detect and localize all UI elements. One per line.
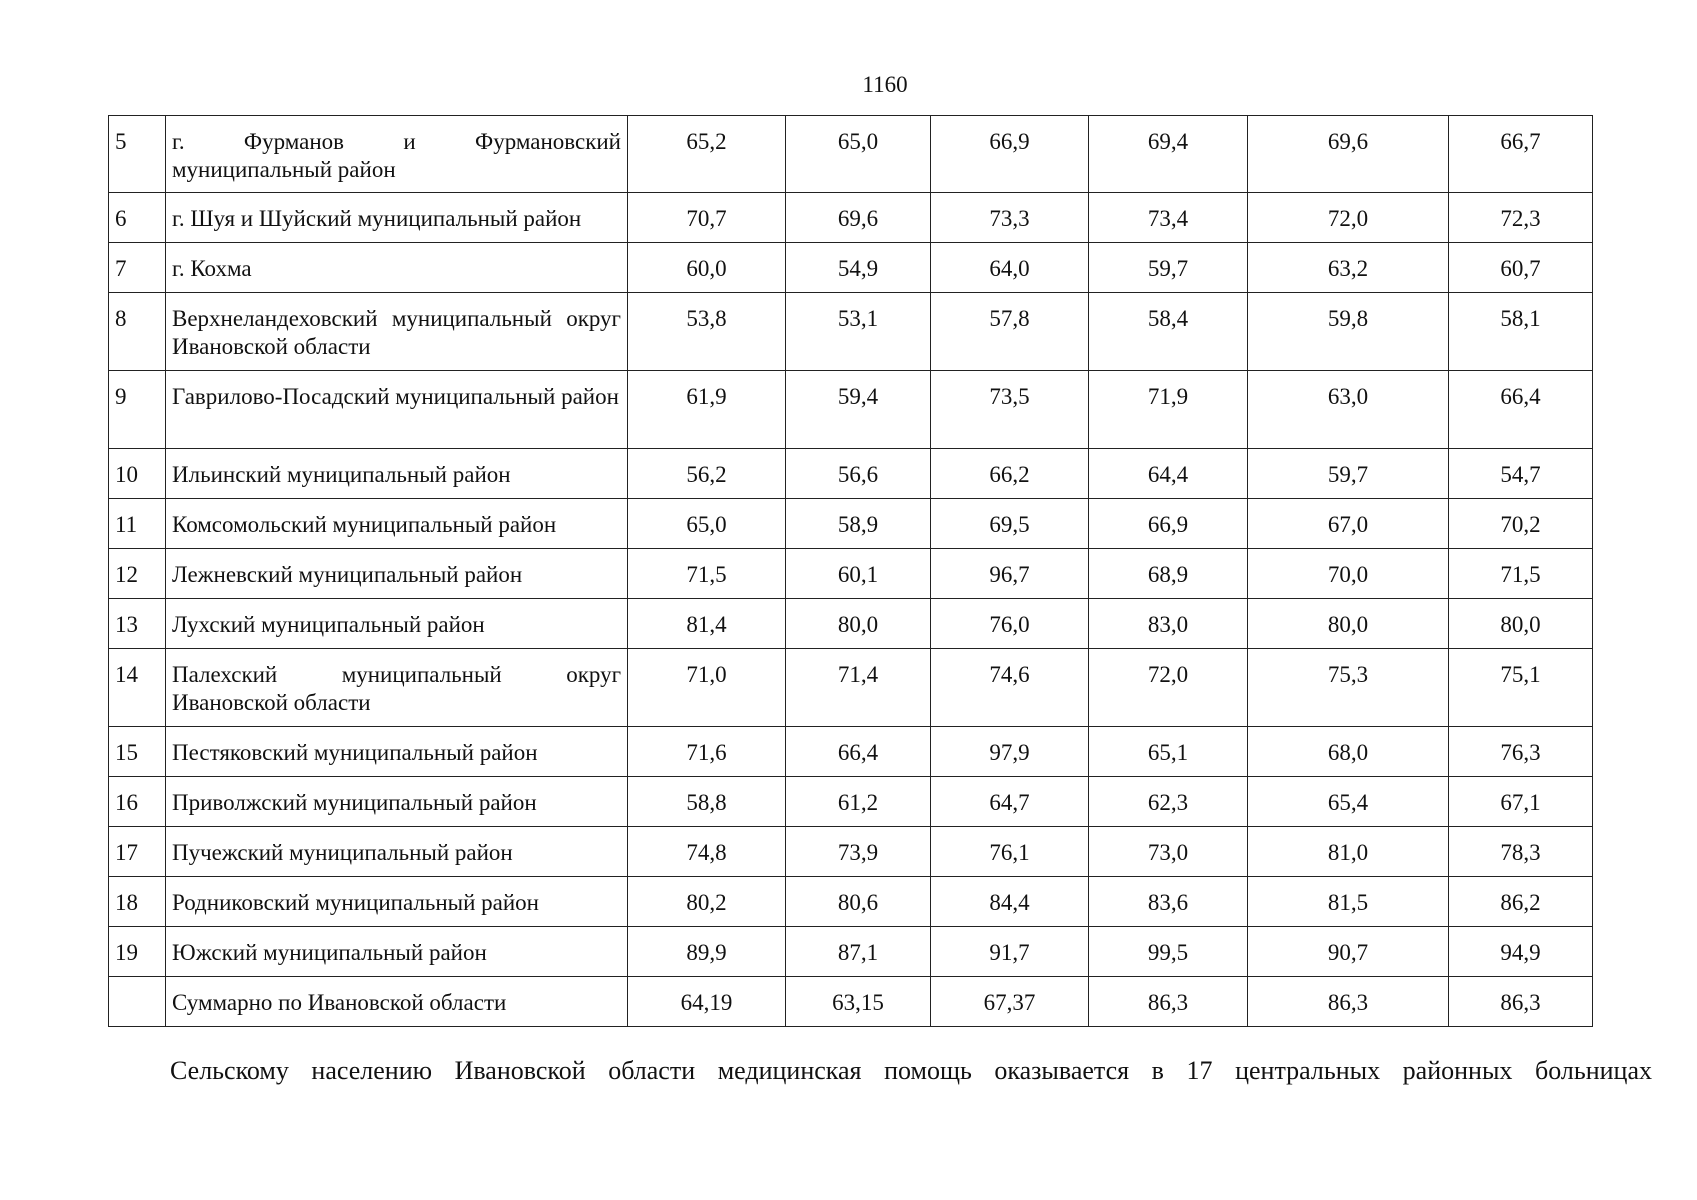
value-cell: 80,0 bbox=[786, 599, 931, 649]
value-cell: 58,4 bbox=[1089, 293, 1248, 371]
value-cell: 61,9 bbox=[628, 371, 786, 449]
table-row bbox=[109, 499, 1593, 549]
value-cell: 59,8 bbox=[1248, 293, 1449, 371]
value-cell: 61,2 bbox=[786, 777, 931, 827]
value-cell: 84,4 bbox=[931, 877, 1089, 927]
value-cell: 86,3 bbox=[1449, 977, 1593, 1027]
value-cell: 80,6 bbox=[786, 877, 931, 927]
value-cell: 76,0 bbox=[931, 599, 1089, 649]
table-row bbox=[109, 927, 1593, 977]
value-cell: 72,3 bbox=[1449, 193, 1593, 243]
value-cell: 63,15 bbox=[786, 977, 931, 1027]
row-number-cell: 6 bbox=[109, 193, 166, 243]
value-cell: 76,1 bbox=[931, 827, 1089, 877]
row-number-cell: 19 bbox=[109, 927, 166, 977]
row-number-cell: 11 bbox=[109, 499, 166, 549]
territory-name-cell: г. Кохма bbox=[166, 243, 628, 293]
value-cell: 58,1 bbox=[1449, 293, 1593, 371]
row-number-cell: 14 bbox=[109, 649, 166, 727]
table-row bbox=[109, 977, 1593, 1027]
table-row bbox=[109, 243, 1593, 293]
value-cell: 53,1 bbox=[786, 293, 931, 371]
value-cell: 71,5 bbox=[628, 549, 786, 599]
row-number-cell: 15 bbox=[109, 727, 166, 777]
row-number-cell: 16 bbox=[109, 777, 166, 827]
territory-name-cell: Палехский муниципальный округ Ивановской области bbox=[166, 649, 628, 727]
table-row bbox=[109, 877, 1593, 927]
value-cell: 65,1 bbox=[1089, 727, 1248, 777]
row-number-cell: 13 bbox=[109, 599, 166, 649]
row-number-cell: 8 bbox=[109, 293, 166, 371]
value-cell: 71,6 bbox=[628, 727, 786, 777]
value-cell: 70,7 bbox=[628, 193, 786, 243]
value-cell: 54,7 bbox=[1449, 449, 1593, 499]
value-cell: 94,9 bbox=[1449, 927, 1593, 977]
row-number-cell: 18 bbox=[109, 877, 166, 927]
value-cell: 65,0 bbox=[786, 116, 931, 193]
table-row bbox=[109, 827, 1593, 877]
value-cell: 65,2 bbox=[628, 116, 786, 193]
territory-name-cell: Комсомольский муниципальный район bbox=[166, 499, 628, 549]
value-cell: 71,5 bbox=[1449, 549, 1593, 599]
row-number-cell: 17 bbox=[109, 827, 166, 877]
territory-name-cell: Ильинский муниципальный район bbox=[166, 449, 628, 499]
value-cell: 99,5 bbox=[1089, 927, 1248, 977]
value-cell: 73,5 bbox=[931, 371, 1089, 449]
table-row bbox=[109, 777, 1593, 827]
value-cell: 58,9 bbox=[786, 499, 931, 549]
territory-name-cell: Верхнеландеховский муниципальный округ Ивановской области bbox=[166, 293, 628, 371]
table-row bbox=[109, 549, 1593, 599]
value-cell: 80,2 bbox=[628, 877, 786, 927]
value-cell: 83,0 bbox=[1089, 599, 1248, 649]
value-cell: 57,8 bbox=[931, 293, 1089, 371]
table-row bbox=[109, 371, 1593, 449]
value-cell: 66,4 bbox=[1449, 371, 1593, 449]
value-cell: 80,0 bbox=[1449, 599, 1593, 649]
table-body bbox=[109, 116, 1593, 1027]
territory-name-cell: Южский муниципальный район bbox=[166, 927, 628, 977]
value-cell: 86,3 bbox=[1089, 977, 1248, 1027]
value-cell: 81,0 bbox=[1248, 827, 1449, 877]
territory-name-cell: Лухский муниципальный район bbox=[166, 599, 628, 649]
value-cell: 67,37 bbox=[931, 977, 1089, 1027]
value-cell: 59,4 bbox=[786, 371, 931, 449]
value-cell: 75,1 bbox=[1449, 649, 1593, 727]
territory-name-cell: г. Шуя и Шуйский муниципальный район bbox=[166, 193, 628, 243]
value-cell: 86,2 bbox=[1449, 877, 1593, 927]
value-cell: 68,0 bbox=[1248, 727, 1449, 777]
value-cell: 81,5 bbox=[1248, 877, 1449, 927]
value-cell: 67,1 bbox=[1449, 777, 1593, 827]
row-number-cell: 5 bbox=[109, 116, 166, 193]
value-cell: 60,1 bbox=[786, 549, 931, 599]
value-cell: 69,5 bbox=[931, 499, 1089, 549]
value-cell: 71,4 bbox=[786, 649, 931, 727]
value-cell: 70,0 bbox=[1248, 549, 1449, 599]
value-cell: 67,0 bbox=[1248, 499, 1449, 549]
value-cell: 72,0 bbox=[1089, 649, 1248, 727]
value-cell: 97,9 bbox=[931, 727, 1089, 777]
table-row bbox=[109, 727, 1593, 777]
value-cell: 89,9 bbox=[628, 927, 786, 977]
table-row bbox=[109, 599, 1593, 649]
value-cell: 78,3 bbox=[1449, 827, 1593, 877]
table-row bbox=[109, 293, 1593, 371]
value-cell: 83,6 bbox=[1089, 877, 1248, 927]
value-cell: 66,9 bbox=[1089, 499, 1248, 549]
value-cell: 75,3 bbox=[1248, 649, 1449, 727]
table-row bbox=[109, 193, 1593, 243]
value-cell: 63,2 bbox=[1248, 243, 1449, 293]
value-cell: 74,6 bbox=[931, 649, 1089, 727]
page-number: 1160 bbox=[862, 72, 908, 97]
value-cell: 56,2 bbox=[628, 449, 786, 499]
territory-name-cell: Суммарно по Ивановской области bbox=[166, 977, 628, 1027]
value-cell: 66,9 bbox=[931, 116, 1089, 193]
value-cell: 62,3 bbox=[1089, 777, 1248, 827]
value-cell: 65,4 bbox=[1248, 777, 1449, 827]
value-cell: 53,8 bbox=[628, 293, 786, 371]
value-cell: 64,7 bbox=[931, 777, 1089, 827]
value-cell: 73,0 bbox=[1089, 827, 1248, 877]
value-cell: 74,8 bbox=[628, 827, 786, 877]
value-cell: 68,9 bbox=[1089, 549, 1248, 599]
body-paragraph: Сельскому населению Ивановской области медицинская помощь оказывается в 17 центральных районных больницах bbox=[170, 1056, 1652, 1085]
value-cell: 65,0 bbox=[628, 499, 786, 549]
value-cell: 58,8 bbox=[628, 777, 786, 827]
value-cell: 96,7 bbox=[931, 549, 1089, 599]
statistics-table bbox=[108, 115, 1593, 1027]
territory-name-cell: Лежневский муниципальный район bbox=[166, 549, 628, 599]
value-cell: 81,4 bbox=[628, 599, 786, 649]
value-cell: 86,3 bbox=[1248, 977, 1449, 1027]
row-number-cell bbox=[109, 977, 166, 1027]
value-cell: 71,9 bbox=[1089, 371, 1248, 449]
territory-name-cell: Гаврилово-Посадский муниципальный район bbox=[166, 371, 628, 449]
table-row bbox=[109, 116, 1593, 193]
value-cell: 71,0 bbox=[628, 649, 786, 727]
value-cell: 63,0 bbox=[1248, 371, 1449, 449]
value-cell: 76,3 bbox=[1449, 727, 1593, 777]
value-cell: 87,1 bbox=[786, 927, 931, 977]
value-cell: 66,7 bbox=[1449, 116, 1593, 193]
value-cell: 70,2 bbox=[1449, 499, 1593, 549]
value-cell: 64,4 bbox=[1089, 449, 1248, 499]
value-cell: 66,2 bbox=[931, 449, 1089, 499]
row-number-cell: 12 bbox=[109, 549, 166, 599]
value-cell: 72,0 bbox=[1248, 193, 1449, 243]
row-number-cell: 7 bbox=[109, 243, 166, 293]
value-cell: 59,7 bbox=[1248, 449, 1449, 499]
value-cell: 56,6 bbox=[786, 449, 931, 499]
table-row bbox=[109, 649, 1593, 727]
value-cell: 90,7 bbox=[1248, 927, 1449, 977]
territory-name-cell: Родниковский муниципальный район bbox=[166, 877, 628, 927]
value-cell: 73,9 bbox=[786, 827, 931, 877]
value-cell: 60,0 bbox=[628, 243, 786, 293]
row-number-cell: 10 bbox=[109, 449, 166, 499]
value-cell: 69,6 bbox=[1248, 116, 1449, 193]
territory-name-cell: г. Фурманов и Фурмановский муниципальный район bbox=[166, 116, 628, 193]
value-cell: 73,3 bbox=[931, 193, 1089, 243]
value-cell: 64,19 bbox=[628, 977, 786, 1027]
value-cell: 80,0 bbox=[1248, 599, 1449, 649]
value-cell: 54,9 bbox=[786, 243, 931, 293]
value-cell: 64,0 bbox=[931, 243, 1089, 293]
table-row bbox=[109, 449, 1593, 499]
value-cell: 91,7 bbox=[931, 927, 1089, 977]
value-cell: 59,7 bbox=[1089, 243, 1248, 293]
value-cell: 60,7 bbox=[1449, 243, 1593, 293]
territory-name-cell: Пестяковский муниципальный район bbox=[166, 727, 628, 777]
value-cell: 73,4 bbox=[1089, 193, 1248, 243]
territory-name-cell: Пучежский муниципальный район bbox=[166, 827, 628, 877]
value-cell: 69,6 bbox=[786, 193, 931, 243]
value-cell: 69,4 bbox=[1089, 116, 1248, 193]
value-cell: 66,4 bbox=[786, 727, 931, 777]
row-number-cell: 9 bbox=[109, 371, 166, 449]
territory-name-cell: Приволжский муниципальный район bbox=[166, 777, 628, 827]
